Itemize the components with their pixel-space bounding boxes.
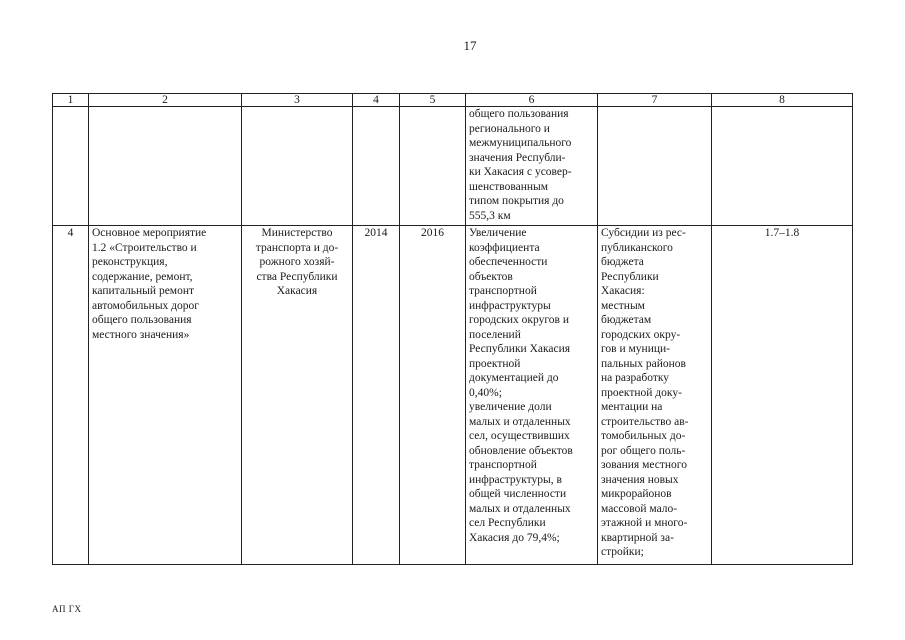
activity-cell: Основное мероприятие 1.2 «Строительство и реконструкция, содержание, ремонт, капитальный ремонт автомобильных дорог общего пользования местного значения» <box>89 226 242 565</box>
empty-cell <box>598 107 712 226</box>
row-number-cell: 4 <box>53 226 89 565</box>
indicators-cell: 1.7–1.8 <box>712 226 853 565</box>
empty-cell <box>353 107 400 226</box>
empty-cell <box>242 107 353 226</box>
page-number: 17 <box>463 38 477 53</box>
header-cell: 1 <box>53 94 89 107</box>
executor-cell: Министерство транспорта и до- рожного хозяй- ства Республики Хакасия <box>242 226 353 565</box>
table-row-4 <box>53 226 853 565</box>
header-cell: 4 <box>353 94 400 107</box>
result-cell: общего пользования регионального и межмуниципального значения Республи- ки Хакасия с усовер- шенствованным типом покрытия до 555,3 км <box>466 107 598 226</box>
header-cell: 6 <box>466 94 598 107</box>
empty-cell <box>53 107 89 226</box>
funding-cell: Субсидии из рес- публиканского бюджета Республики Хакасия: местным бюджетам городских окру- гов и муници- пальных районов на разработку проектной доку- ментации на строительство ав- томобильных до- рог общего поль- зования местного значения новых микрорайонов массовой мало- этажной и много- квартирной за- стройки; <box>598 226 712 565</box>
end-year-cell: 2016 <box>400 226 466 565</box>
empty-cell <box>400 107 466 226</box>
measures-table <box>52 93 853 565</box>
table-row-continuation <box>53 107 853 226</box>
header-cell: 5 <box>400 94 466 107</box>
start-year-cell: 2014 <box>353 226 400 565</box>
footer-code: АП ГХ <box>52 604 82 614</box>
header-cell: 7 <box>598 94 712 107</box>
header-cell: 8 <box>712 94 853 107</box>
table-header-row <box>53 94 853 107</box>
empty-cell <box>89 107 242 226</box>
header-cell: 3 <box>242 94 353 107</box>
empty-cell <box>712 107 853 226</box>
header-cell: 2 <box>89 94 242 107</box>
result-cell: Увеличение коэффициента обеспеченности объектов транспортной инфраструктуры городских округов и поселений Республики Хакасия проектной документацией до 0,40%; увеличение доли малых и отдаленных сел, осуществивших обновление объектов транспортной инфраструктуры, в общей численности малых и отдаленных сел Республики Хакасия до 79,4%; <box>466 226 598 565</box>
